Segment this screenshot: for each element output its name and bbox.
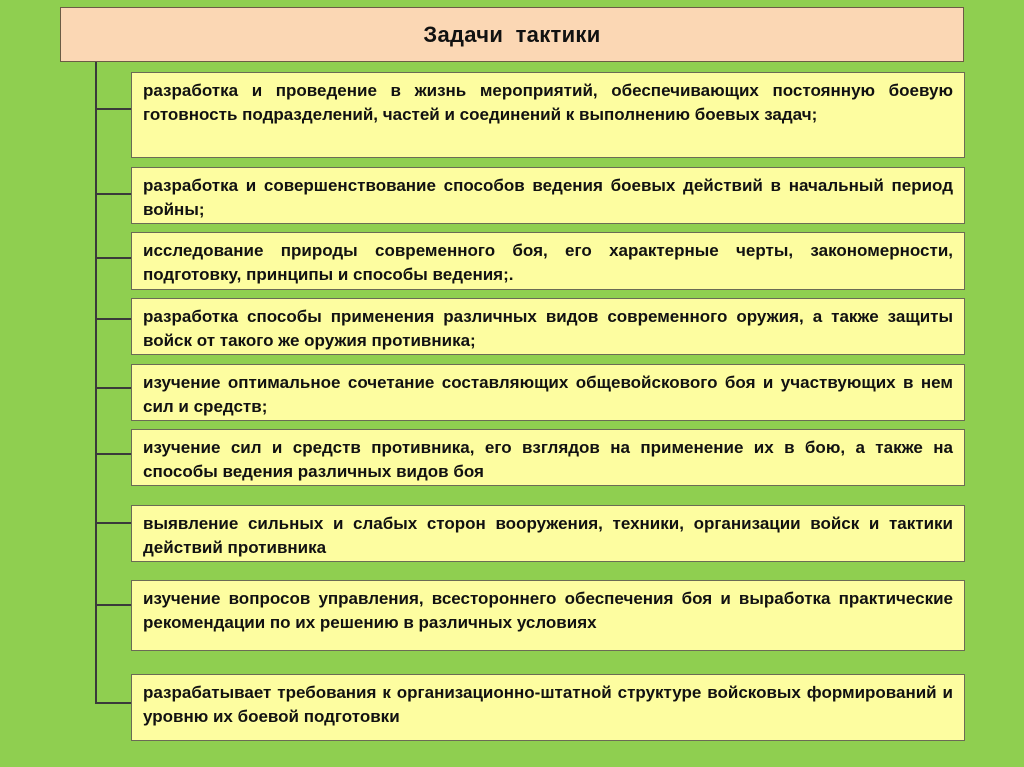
task-box-1 bbox=[131, 72, 965, 158]
task-box-3 bbox=[131, 232, 965, 290]
connector-tick-7 bbox=[95, 522, 131, 524]
connector-tick-5 bbox=[95, 387, 131, 389]
task-text-1: разработка и проведение в жизнь мероприятий, обеспечивающих постоянную боевую готовность подразделений, частей и соединений к выполнению боевых задач; bbox=[143, 81, 953, 124]
task-text-3: исследование природы современного боя, его характерные черты, закономерности, подготовку, принципы и способы ведения;. bbox=[143, 241, 953, 284]
connector-tick-9 bbox=[95, 702, 131, 704]
task-box-5 bbox=[131, 364, 965, 421]
connector-tick-3 bbox=[95, 257, 131, 259]
task-text-7: выявление сильных и слабых сторон вооружения, техники, организации войск и тактики действий противника bbox=[143, 514, 953, 557]
connector-tick-2 bbox=[95, 193, 131, 195]
task-text-9: разрабатывает требования к организационно-штатной структуре войсковых формирований и уровню их боевой подготовки bbox=[143, 683, 953, 726]
task-text-4: разработка способы применения различных видов современного оружия, а также защиты войск от такого же оружия противника; bbox=[143, 307, 953, 350]
task-box-2 bbox=[131, 167, 965, 224]
task-box-9 bbox=[131, 674, 965, 741]
connector-tick-8 bbox=[95, 604, 131, 606]
vertical-connector-line bbox=[95, 62, 97, 704]
diagram-title: Задачи тактики bbox=[423, 21, 601, 47]
task-text-2: разработка и совершенствование способов ведения боевых действий в начальный период войны; bbox=[143, 176, 953, 219]
task-text-5: изучение оптимальное сочетание составляющих общевойскового боя и участвующих в нем сил и средств; bbox=[143, 373, 953, 416]
task-text-8: изучение вопросов управления, всестороннего обеспечения боя и выработка практические рекомендации по их решению в различных условиях bbox=[143, 589, 953, 632]
connector-tick-1 bbox=[95, 108, 131, 110]
task-box-4 bbox=[131, 298, 965, 355]
connector-tick-6 bbox=[95, 453, 131, 455]
task-box-8 bbox=[131, 580, 965, 651]
task-box-7 bbox=[131, 505, 965, 562]
title-box bbox=[60, 7, 964, 62]
connector-tick-4 bbox=[95, 318, 131, 320]
task-text-6: изучение сил и средств противника, его взглядов на применение их в бою, а также на способы ведения различных видов боя bbox=[143, 438, 953, 481]
task-box-6 bbox=[131, 429, 965, 486]
